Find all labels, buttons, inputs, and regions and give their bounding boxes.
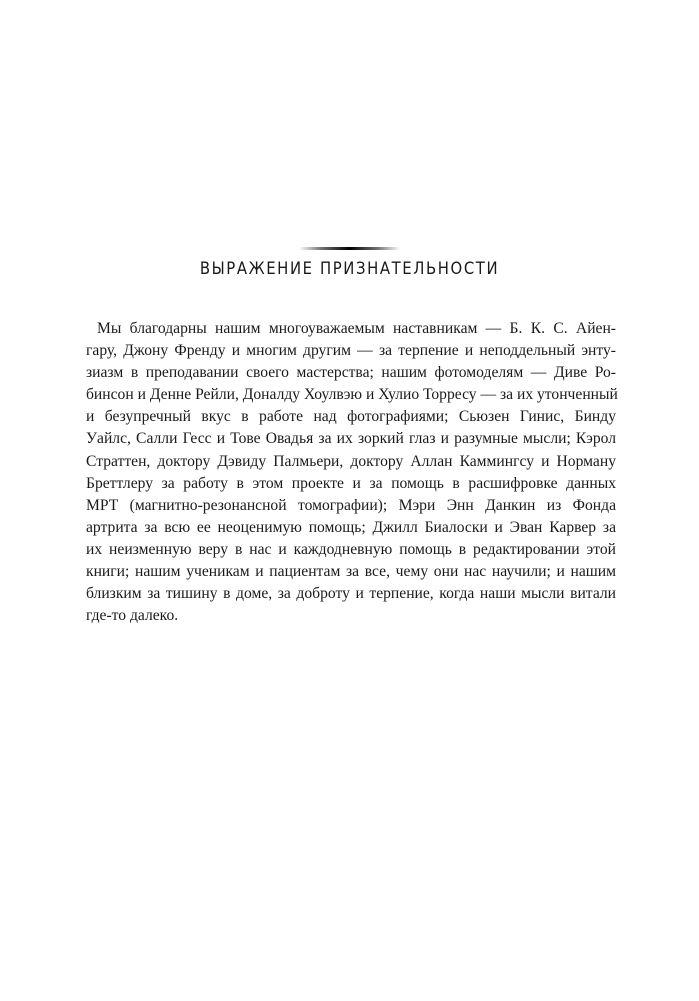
acknowledgements-paragraph [86,318,616,627]
paragraph-line: Уайлс, Салли Гесс и Тове Овадья за их зоркий глаз и разумные мысли; Кэрол [86,430,616,448]
paragraph-line: где-то далеко. [86,607,179,625]
paragraph-line: их неизменную веру в нас и каждодневную помощь в редактировании этой [86,540,616,558]
paragraph-line: Мы благодарны нашим многоуважаемым наставникам — Б. К. С. Айен- [97,320,616,337]
page-title: ВЫРАЖЕНИЕ ПРИЗНАТЕЛЬНОСТИ [199,259,500,278]
paragraph-line: зиазм в преподавании своего мастерства; нашим фотомоделям — Диве Ро- [86,364,616,382]
paragraph-line: Страттен, доктору Дэвиду Палмьери, доктору Аллан Каммингсу и Норману [86,452,616,470]
decorative-rule [299,247,400,250]
paragraph-line: близким за тишину в доме, за доброту и терпение, когда наши мысли витали [86,585,616,603]
paragraph-line: книги; нашим ученикам и пациентам за все, чему они нас научили; и нашим [86,563,616,581]
paragraph-line: Бреттлеру за работу в этом проекте и за помощь в расшифровке данных [86,474,616,492]
paragraph-line: гару, Джону Френду и многим другим — за терпение и неподдельный энту- [86,342,616,360]
paragraph-line: артрита за всю ее неоценимую помощь; Джилл Биалоски и Эван Карвер за [86,518,616,536]
paragraph-line: МРТ (магнитно-резонансной томографии); Мэри Энн Данкин из Фонда [86,496,616,514]
paragraph-line: бинсон и Денне Рейли, Доналду Хоулвэю и Хулио Торресу — за их утонченный [86,386,618,404]
paragraph-line: и безупречный вкус в работе над фотографиями; Сьюзен Гинис, Бинду [86,408,616,426]
